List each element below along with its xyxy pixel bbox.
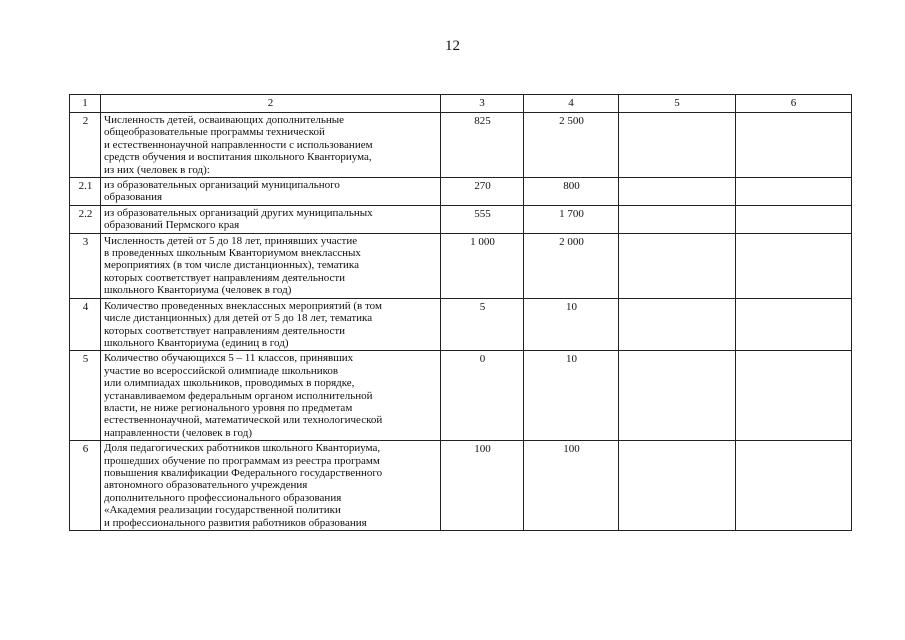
value-cell-col4: 2 000 bbox=[524, 233, 619, 298]
value-cell-col4: 10 bbox=[524, 351, 619, 441]
value-cell-col5 bbox=[619, 113, 736, 178]
description-line: образований Пермского края bbox=[104, 219, 240, 232]
header-cell-2: 2 bbox=[101, 95, 441, 113]
value-cell-col6 bbox=[736, 205, 852, 233]
description-line: устанавливаемом федеральным органом исполнительной bbox=[104, 389, 373, 402]
value-cell-col5 bbox=[619, 351, 736, 441]
description-line: в проведенных школьным Кванториумом внеклассных bbox=[104, 247, 361, 260]
value-cell-col4: 2 500 bbox=[524, 113, 619, 178]
table-row bbox=[70, 233, 852, 298]
description-line: направленности (человек в год) bbox=[104, 426, 252, 439]
description-line: которых соответствует направлениям деятельности bbox=[104, 324, 346, 337]
description-line: дополнительного профессионального образования bbox=[104, 491, 342, 504]
table-row bbox=[70, 351, 852, 441]
indicator-description bbox=[101, 178, 441, 206]
header-cell-3: 3 bbox=[441, 95, 524, 113]
description-line: и профессионального развития работников образования bbox=[104, 516, 367, 529]
description-line: «Академия реализации государственной политики bbox=[104, 504, 341, 517]
description-line: Количество обучающихся 5 – 11 классов, принявших bbox=[104, 352, 354, 365]
description-line: Численность детей, осваивающих дополнительные bbox=[104, 114, 345, 126]
value-cell-col5 bbox=[619, 205, 736, 233]
value-cell-col6 bbox=[736, 178, 852, 206]
header-cell-1: 1 bbox=[70, 95, 101, 113]
description-line: из образовательных организаций других муниципальных bbox=[104, 206, 373, 219]
value-cell-col4: 800 bbox=[524, 178, 619, 206]
indicator-description bbox=[101, 233, 441, 298]
description-line: автономного образовательного учреждения bbox=[104, 479, 308, 492]
value-cell-col4: 1 700 bbox=[524, 205, 619, 233]
value-cell-col5 bbox=[619, 233, 736, 298]
description-line: из образовательных организаций муниципального bbox=[104, 179, 340, 192]
description-line: школьного Кванториума (единиц в год) bbox=[104, 336, 289, 349]
value-cell-col3: 555 bbox=[441, 205, 524, 233]
description-line: средств обучения и воспитания школьного Кванториума, bbox=[104, 151, 372, 164]
page-number: 12 bbox=[445, 38, 460, 54]
value-cell-col5 bbox=[619, 298, 736, 351]
description-line: числе дистанционных) для детей от 5 до 18 лет, тематика bbox=[104, 312, 373, 325]
value-cell-col5 bbox=[619, 441, 736, 531]
value-cell-col6 bbox=[736, 351, 852, 441]
description-line: власти, не ниже регионального уровня по предметам bbox=[104, 401, 353, 414]
header-row bbox=[70, 95, 852, 113]
row-number: 4 bbox=[70, 298, 101, 351]
value-cell-col3: 100 bbox=[441, 441, 524, 531]
value-cell-col6 bbox=[736, 298, 852, 351]
indicator-description bbox=[101, 113, 441, 178]
table-row bbox=[70, 298, 852, 351]
header-cell-5: 5 bbox=[619, 95, 736, 113]
description-line: или олимпиадах школьников, проводимых в порядке, bbox=[104, 377, 355, 390]
row-number: 3 bbox=[70, 233, 101, 298]
value-cell-col6 bbox=[736, 441, 852, 531]
indicator-description bbox=[101, 351, 441, 441]
value-cell-col3: 825 bbox=[441, 113, 524, 178]
value-cell-col4: 10 bbox=[524, 298, 619, 351]
description-line: повышения квалификации Федерального государственного bbox=[104, 466, 383, 479]
header-cell-6: 6 bbox=[736, 95, 852, 113]
indicators-table bbox=[69, 94, 852, 531]
indicator-description bbox=[101, 205, 441, 233]
table-row bbox=[70, 178, 852, 206]
description-line: Количество проведенных внеклассных мероприятий (в том bbox=[104, 299, 382, 312]
description-line: образования bbox=[104, 191, 163, 204]
description-line: участие во всероссийской олимпиаде школьников bbox=[104, 364, 339, 377]
row-number: 5 bbox=[70, 351, 101, 441]
description-line: Доля педагогических работников школьного Кванториума, bbox=[104, 442, 381, 455]
value-cell-col6 bbox=[736, 113, 852, 178]
description-line: общеобразовательные программы технической bbox=[104, 126, 325, 139]
description-line: школьного Кванториума (человек в год) bbox=[104, 284, 292, 297]
description-line: естественнонаучной, математической или технологической bbox=[104, 414, 383, 427]
indicator-description bbox=[101, 298, 441, 351]
row-number: 2.2 bbox=[70, 205, 101, 233]
table-row bbox=[70, 441, 852, 531]
value-cell-col3: 1 000 bbox=[441, 233, 524, 298]
value-cell-col3: 5 bbox=[441, 298, 524, 351]
row-number: 2 bbox=[70, 113, 101, 178]
description-line: мероприятиях (в том числе дистанционных), тематика bbox=[104, 259, 359, 272]
value-cell-col6 bbox=[736, 233, 852, 298]
value-cell-col5 bbox=[619, 178, 736, 206]
indicator-description bbox=[101, 441, 441, 531]
table-row bbox=[70, 113, 852, 178]
description-line: из них (человек в год): bbox=[104, 163, 210, 176]
table-row bbox=[70, 205, 852, 233]
description-line: которых соответствует направлениям деятельности bbox=[104, 271, 346, 284]
value-cell-col4: 100 bbox=[524, 441, 619, 531]
description-line: Численность детей от 5 до 18 лет, принявших участие bbox=[104, 234, 358, 247]
row-number: 2.1 bbox=[70, 178, 101, 206]
value-cell-col3: 0 bbox=[441, 351, 524, 441]
header-cell-4: 4 bbox=[524, 95, 619, 113]
description-line: прошедших обучение по программам из реестра программ bbox=[104, 454, 380, 467]
description-line: и естественнонаучной направленности с использованием bbox=[104, 138, 373, 151]
row-number: 6 bbox=[70, 441, 101, 531]
value-cell-col3: 270 bbox=[441, 178, 524, 206]
